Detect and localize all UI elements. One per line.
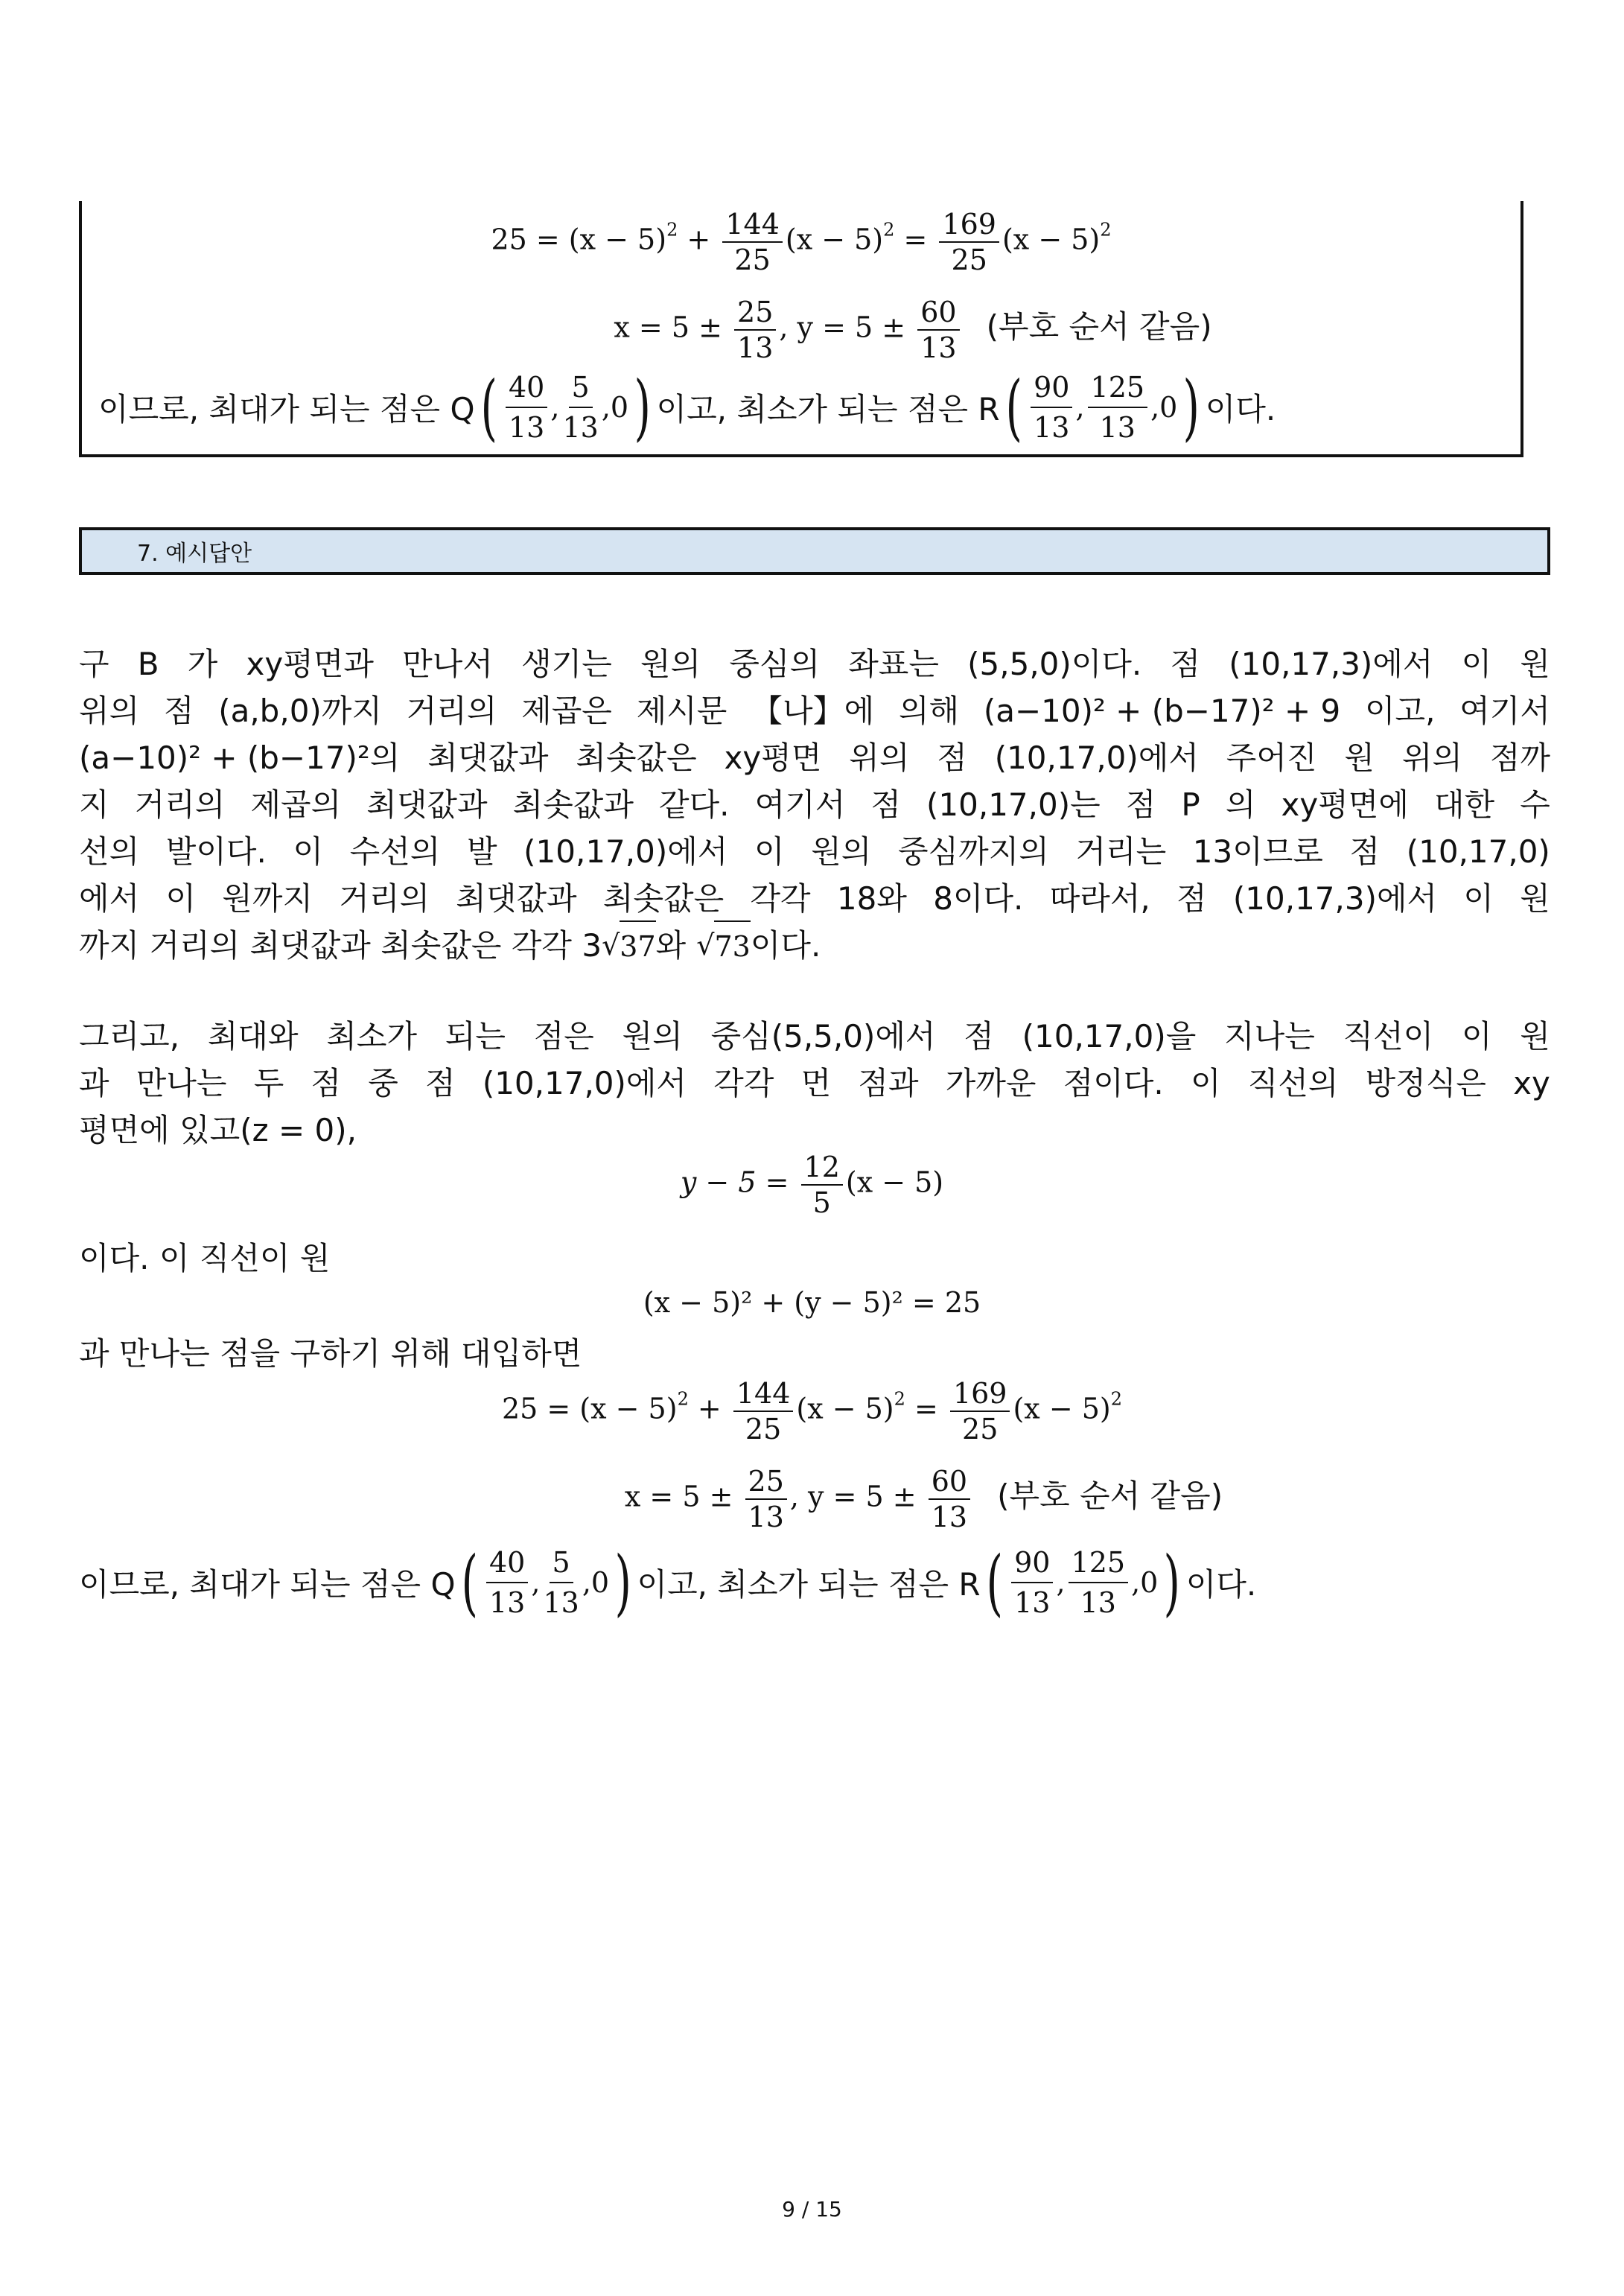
word: 원의 (622, 1018, 683, 1055)
word: 점은 (533, 1018, 594, 1055)
fraction (745, 1467, 787, 1531)
eq-part: (x − 5) (845, 1166, 944, 1199)
text-span: 평면에 있고(z = 0), (79, 1112, 357, 1148)
numerator: 40 (486, 1546, 528, 1583)
fraction (722, 210, 783, 274)
word: 중 (368, 1065, 398, 1101)
word: 이고, (1364, 693, 1436, 729)
word: xy평면과 (246, 646, 374, 682)
result-suffix: 이다. (1185, 1566, 1257, 1603)
fraction (1088, 371, 1148, 444)
result-suffix: 이다. (1205, 391, 1276, 427)
word: 이 (165, 880, 197, 917)
denominator: 13 (1034, 411, 1070, 444)
sup: 2 (1100, 219, 1112, 241)
word: 중심까지의 (897, 833, 1049, 870)
word: xy평면 (724, 740, 822, 776)
text-span: 까지 거리의 최댓값과 최솟값은 각각 3 (79, 927, 602, 964)
text-line (79, 922, 1550, 969)
word: 점 (1170, 646, 1201, 682)
fraction (733, 1377, 794, 1446)
text-line (79, 734, 1550, 781)
word: 각각 (750, 880, 811, 917)
eq-part: (x − 5) (785, 223, 884, 256)
denominator: 13 (489, 1586, 526, 1619)
line (79, 1235, 1550, 1282)
text-line (79, 1330, 1550, 1377)
paren: ( (1005, 366, 1022, 449)
comma: , (550, 391, 560, 424)
word: 주어진 (1226, 740, 1317, 776)
text-line (79, 875, 1550, 922)
word: 먼 (800, 1065, 832, 1101)
sup: 2 (677, 1388, 689, 1410)
word: 원 (1520, 646, 1550, 682)
text-line (79, 687, 1550, 734)
word: 점 (425, 1065, 456, 1101)
word: 점이다. (1063, 1065, 1164, 1101)
paren: ) (1182, 366, 1200, 449)
word: 그리고, (79, 1018, 180, 1055)
text-line (79, 781, 1550, 828)
result-mid: 이고, 최소가 되는 점은 R (656, 391, 1000, 427)
substitution-equation: $25 = (x - 5)^2$ + $\frac{144}{25}$ $(x - 5)^2$ = $\frac{169}{25}$ $(x - 5)^2$ (501, 1377, 1123, 1446)
word: 거리의 (339, 880, 430, 917)
numerator: 25 (734, 298, 776, 331)
box-equation-1: $25 = (x - 5)^2$ + $\frac{144}{25}$ $(x - 5)^2$ = $\frac{169}{25}$ $(x - 5)^2$ (491, 208, 1112, 276)
word: 원 (1520, 1018, 1550, 1055)
word: 점 (163, 693, 194, 729)
word: 따라서, (1049, 880, 1150, 917)
denominator: 13 (1014, 1586, 1051, 1619)
sup: 2 (1110, 1388, 1123, 1410)
word: 선의 (79, 833, 140, 870)
numerator: 5 (569, 371, 593, 408)
word: 최댓값과 (366, 786, 488, 823)
word: 점까 (1489, 740, 1550, 776)
sup: 2 (883, 219, 895, 241)
word: 제시문 (636, 693, 727, 729)
word: 원 (1344, 740, 1375, 776)
fraction (734, 298, 776, 362)
word: 이 (293, 833, 324, 870)
word: 점과 (858, 1065, 919, 1101)
coord-z: ,0 (1150, 391, 1178, 424)
word: 에서 (79, 880, 140, 917)
sup: 2 (666, 219, 678, 241)
word: 되는 (445, 1018, 506, 1055)
word: 점 (1349, 833, 1381, 870)
fraction (801, 1153, 843, 1217)
word: 가까운 (945, 1065, 1037, 1101)
word: 거리의 (134, 786, 226, 823)
sup: 2 (894, 1388, 905, 1410)
fraction (1031, 371, 1072, 444)
numerator: 169 (950, 1379, 1010, 1412)
eq-sign: = (914, 1392, 938, 1425)
word: (a−10)² + (b−17)² + 9 (983, 693, 1341, 729)
word: 발 (466, 833, 497, 870)
fraction (543, 1546, 579, 1619)
word: 거리는 (1075, 833, 1167, 870)
previous-answer-box (79, 201, 1523, 457)
coord-z: ,0 (1131, 1566, 1159, 1599)
word: 원 (1520, 880, 1550, 917)
denominator: 25 (745, 1413, 782, 1446)
numerator: 60 (929, 1467, 970, 1500)
fraction (1011, 1546, 1053, 1619)
word: 점 (937, 740, 967, 776)
fraction (506, 371, 547, 444)
word: 이 (1190, 1065, 1221, 1101)
word: 위의 (79, 693, 140, 729)
word: (10,17,0)을 (1022, 1018, 1197, 1055)
word: 여기서 (754, 786, 846, 823)
eq-part: (x − 5) (1002, 223, 1101, 256)
word: 점 (1176, 880, 1207, 917)
text-span: 와 (655, 927, 687, 964)
word: (10,17,3)에서 (1232, 880, 1438, 917)
word: (10,17,0)에서 (482, 1065, 687, 1101)
word: (a−10)² + (b−17)²의 (79, 740, 401, 776)
eq-part: x = 5 ± (614, 311, 722, 344)
sqrt-value: 37 (620, 920, 655, 970)
fraction (562, 371, 598, 444)
circle-equation (0, 1288, 1624, 1317)
word: 원까지 (222, 880, 313, 917)
coord-z: ,0 (601, 391, 629, 424)
comma: , (1056, 1566, 1066, 1599)
numerator: 5 (550, 1546, 573, 1583)
sign-note: (부호 순서 같음) (986, 308, 1212, 345)
numerator: 90 (1031, 371, 1072, 408)
word: 점 (311, 1065, 342, 1101)
word: 최솟값과 (512, 786, 634, 823)
numerator: 25 (745, 1467, 787, 1500)
word: 좌표는 (848, 646, 939, 682)
word: 최솟값은 (602, 880, 725, 917)
word: 만나는 (136, 1065, 227, 1101)
eq-part: , y = 5 ± (789, 1480, 917, 1513)
word: P (1181, 786, 1200, 823)
word: B (137, 646, 159, 682)
word: 가 (187, 646, 218, 682)
numerator: 169 (939, 210, 999, 243)
eq-part: x = 5 ± (624, 1480, 733, 1513)
word: (5,5,0)이다. (967, 646, 1142, 682)
word: 원의 (640, 646, 701, 682)
denominator: 13 (562, 411, 599, 444)
word: 이 (1461, 646, 1492, 682)
numerator: 144 (722, 210, 783, 243)
denominator: 13 (748, 1501, 784, 1533)
solution-equation (0, 1467, 1624, 1531)
comma: , (1075, 391, 1085, 424)
sign-note: (부호 순서 같음) (997, 1477, 1223, 1514)
numerator: 125 (1088, 371, 1148, 408)
paren: ( (986, 1541, 1003, 1624)
word: 지 (79, 786, 109, 823)
word: 각각 (713, 1065, 774, 1101)
paren: ( (480, 366, 497, 449)
word: 18와 (836, 880, 907, 917)
eq-sign: = (903, 223, 928, 256)
text-span: 이다. 이 직선이 원 (79, 1240, 331, 1276)
word: 대한 (1434, 786, 1495, 823)
numerator: 60 (917, 298, 959, 331)
word: 중심(5,5,0)에서 (710, 1018, 936, 1055)
sqrt-value: 73 (714, 920, 750, 970)
word: 같다. (659, 786, 730, 823)
comma: , (531, 1566, 541, 1599)
denominator: 13 (1080, 1586, 1116, 1619)
fraction (486, 1546, 528, 1619)
word: 제곱은 (521, 693, 612, 729)
word: (a,b,0)까지 (218, 693, 382, 729)
denominator: 25 (734, 244, 771, 276)
denominator: 13 (737, 331, 774, 364)
text-line (79, 1013, 1550, 1060)
word: 중심의 (729, 646, 821, 682)
eq-part: 25 = (x − 5) (501, 1392, 678, 1425)
word: 점 (964, 1018, 994, 1055)
word: 위의 (1401, 740, 1462, 776)
word: 점 (870, 786, 901, 823)
page-number: 9 / 15 (782, 2197, 842, 2222)
denominator: 13 (1099, 411, 1136, 444)
denominator: 25 (951, 244, 987, 276)
numerator: 40 (506, 371, 547, 408)
box-equation-2 (82, 298, 1520, 362)
word: 이 (1462, 1018, 1492, 1055)
paren: ( (461, 1541, 478, 1624)
fraction (929, 1467, 970, 1531)
result-prefix: 이므로, 최대가 되는 점은 Q (98, 391, 475, 427)
word: 지나는 (1224, 1018, 1315, 1055)
sqrt-sign: √ (602, 929, 620, 961)
word: 방정식은 (1365, 1065, 1486, 1101)
word: 과 (79, 1065, 109, 1101)
word: (10,17,0) (1406, 833, 1550, 870)
word: 최대와 (207, 1018, 299, 1055)
word: 두 (253, 1065, 284, 1101)
text-line (79, 1060, 1550, 1107)
word: 원의 (811, 833, 872, 870)
sqrt-sign: √ (696, 929, 715, 961)
text-span: 이다. (750, 927, 821, 964)
text-line (79, 1107, 1550, 1154)
word: 8이다. (933, 880, 1024, 917)
numerator: 125 (1069, 1546, 1129, 1583)
paren: ) (634, 366, 652, 449)
word: 최솟값은 (576, 740, 697, 776)
word: xy평면에 (1281, 786, 1409, 823)
text-span: 과 만나는 점을 구하기 위해 대입하면 (79, 1335, 582, 1372)
word: (10,17,0)는 (926, 786, 1101, 823)
word: 의 (1225, 786, 1256, 823)
word: (10,17,0)에서 (994, 740, 1199, 776)
word: 제곱의 (250, 786, 342, 823)
word: 수 (1520, 786, 1550, 823)
eq-part: (x − 5) (796, 1392, 894, 1425)
eq-part: 25 = (x − 5) (491, 223, 667, 256)
denominator: 5 (812, 1186, 831, 1219)
paren: ) (1163, 1541, 1181, 1624)
word: 수선의 (349, 833, 441, 870)
eq-part: (x − 5)² + (y − 5)² = 25 (643, 1286, 981, 1319)
text-line (79, 1235, 1550, 1282)
section-header (79, 527, 1550, 575)
numerator: 12 (801, 1153, 843, 1186)
eq-part: y − 5 = (680, 1166, 789, 1199)
word: 이 (754, 833, 785, 870)
word: 【나】에 (751, 693, 875, 729)
answer-paragraph-2 (79, 1013, 1550, 1154)
fraction (917, 298, 959, 362)
word: 발이다. (165, 833, 267, 870)
word: 최댓값과 (427, 740, 549, 776)
word: 의해 (898, 693, 960, 729)
word: (10,17,3)에서 (1229, 646, 1433, 682)
fraction (950, 1377, 1010, 1446)
denominator: 13 (543, 1586, 579, 1619)
word: 13이므로 (1192, 833, 1323, 870)
denominator: 13 (920, 331, 957, 364)
word: 생기는 (521, 646, 612, 682)
eq-part: (x − 5) (1013, 1392, 1111, 1425)
result-mid: 이고, 최소가 되는 점은 R (637, 1566, 981, 1603)
denominator: 13 (509, 411, 545, 444)
word: 위의 (849, 740, 910, 776)
result-prefix: 이므로, 최대가 되는 점은 Q (79, 1566, 456, 1603)
word: xy (1513, 1065, 1550, 1101)
word: 직선의 (1247, 1065, 1339, 1101)
word: 이 (1463, 880, 1494, 917)
word: 거리의 (406, 693, 497, 729)
word: 여기서 (1459, 693, 1550, 729)
denominator: 25 (962, 1413, 999, 1446)
text-line (79, 828, 1550, 875)
paren: ) (614, 1541, 632, 1624)
word: 직선이 (1343, 1018, 1434, 1055)
numerator: 90 (1011, 1546, 1053, 1583)
denominator: 13 (931, 1501, 968, 1533)
section-title: 7. 예시답안 (137, 541, 252, 567)
word: 만나서 (402, 646, 493, 682)
result-line (79, 1541, 1257, 1624)
word: (10,17,0)에서 (523, 833, 728, 870)
word: 최댓값과 (456, 880, 577, 917)
numerator: 144 (733, 1379, 794, 1412)
fraction (939, 210, 999, 274)
fraction (1069, 1546, 1129, 1619)
box-result-line (98, 366, 1276, 449)
line (79, 1330, 1550, 1377)
answer-paragraph-1 (79, 640, 1550, 969)
coord-z: ,0 (582, 1566, 610, 1599)
word: 구 (79, 646, 109, 682)
eq-part: , y = 5 ± (779, 311, 906, 344)
line-equation (0, 1153, 1624, 1217)
word: 최소가 (326, 1018, 418, 1055)
text-line (79, 640, 1550, 687)
word: 점 (1125, 786, 1156, 823)
